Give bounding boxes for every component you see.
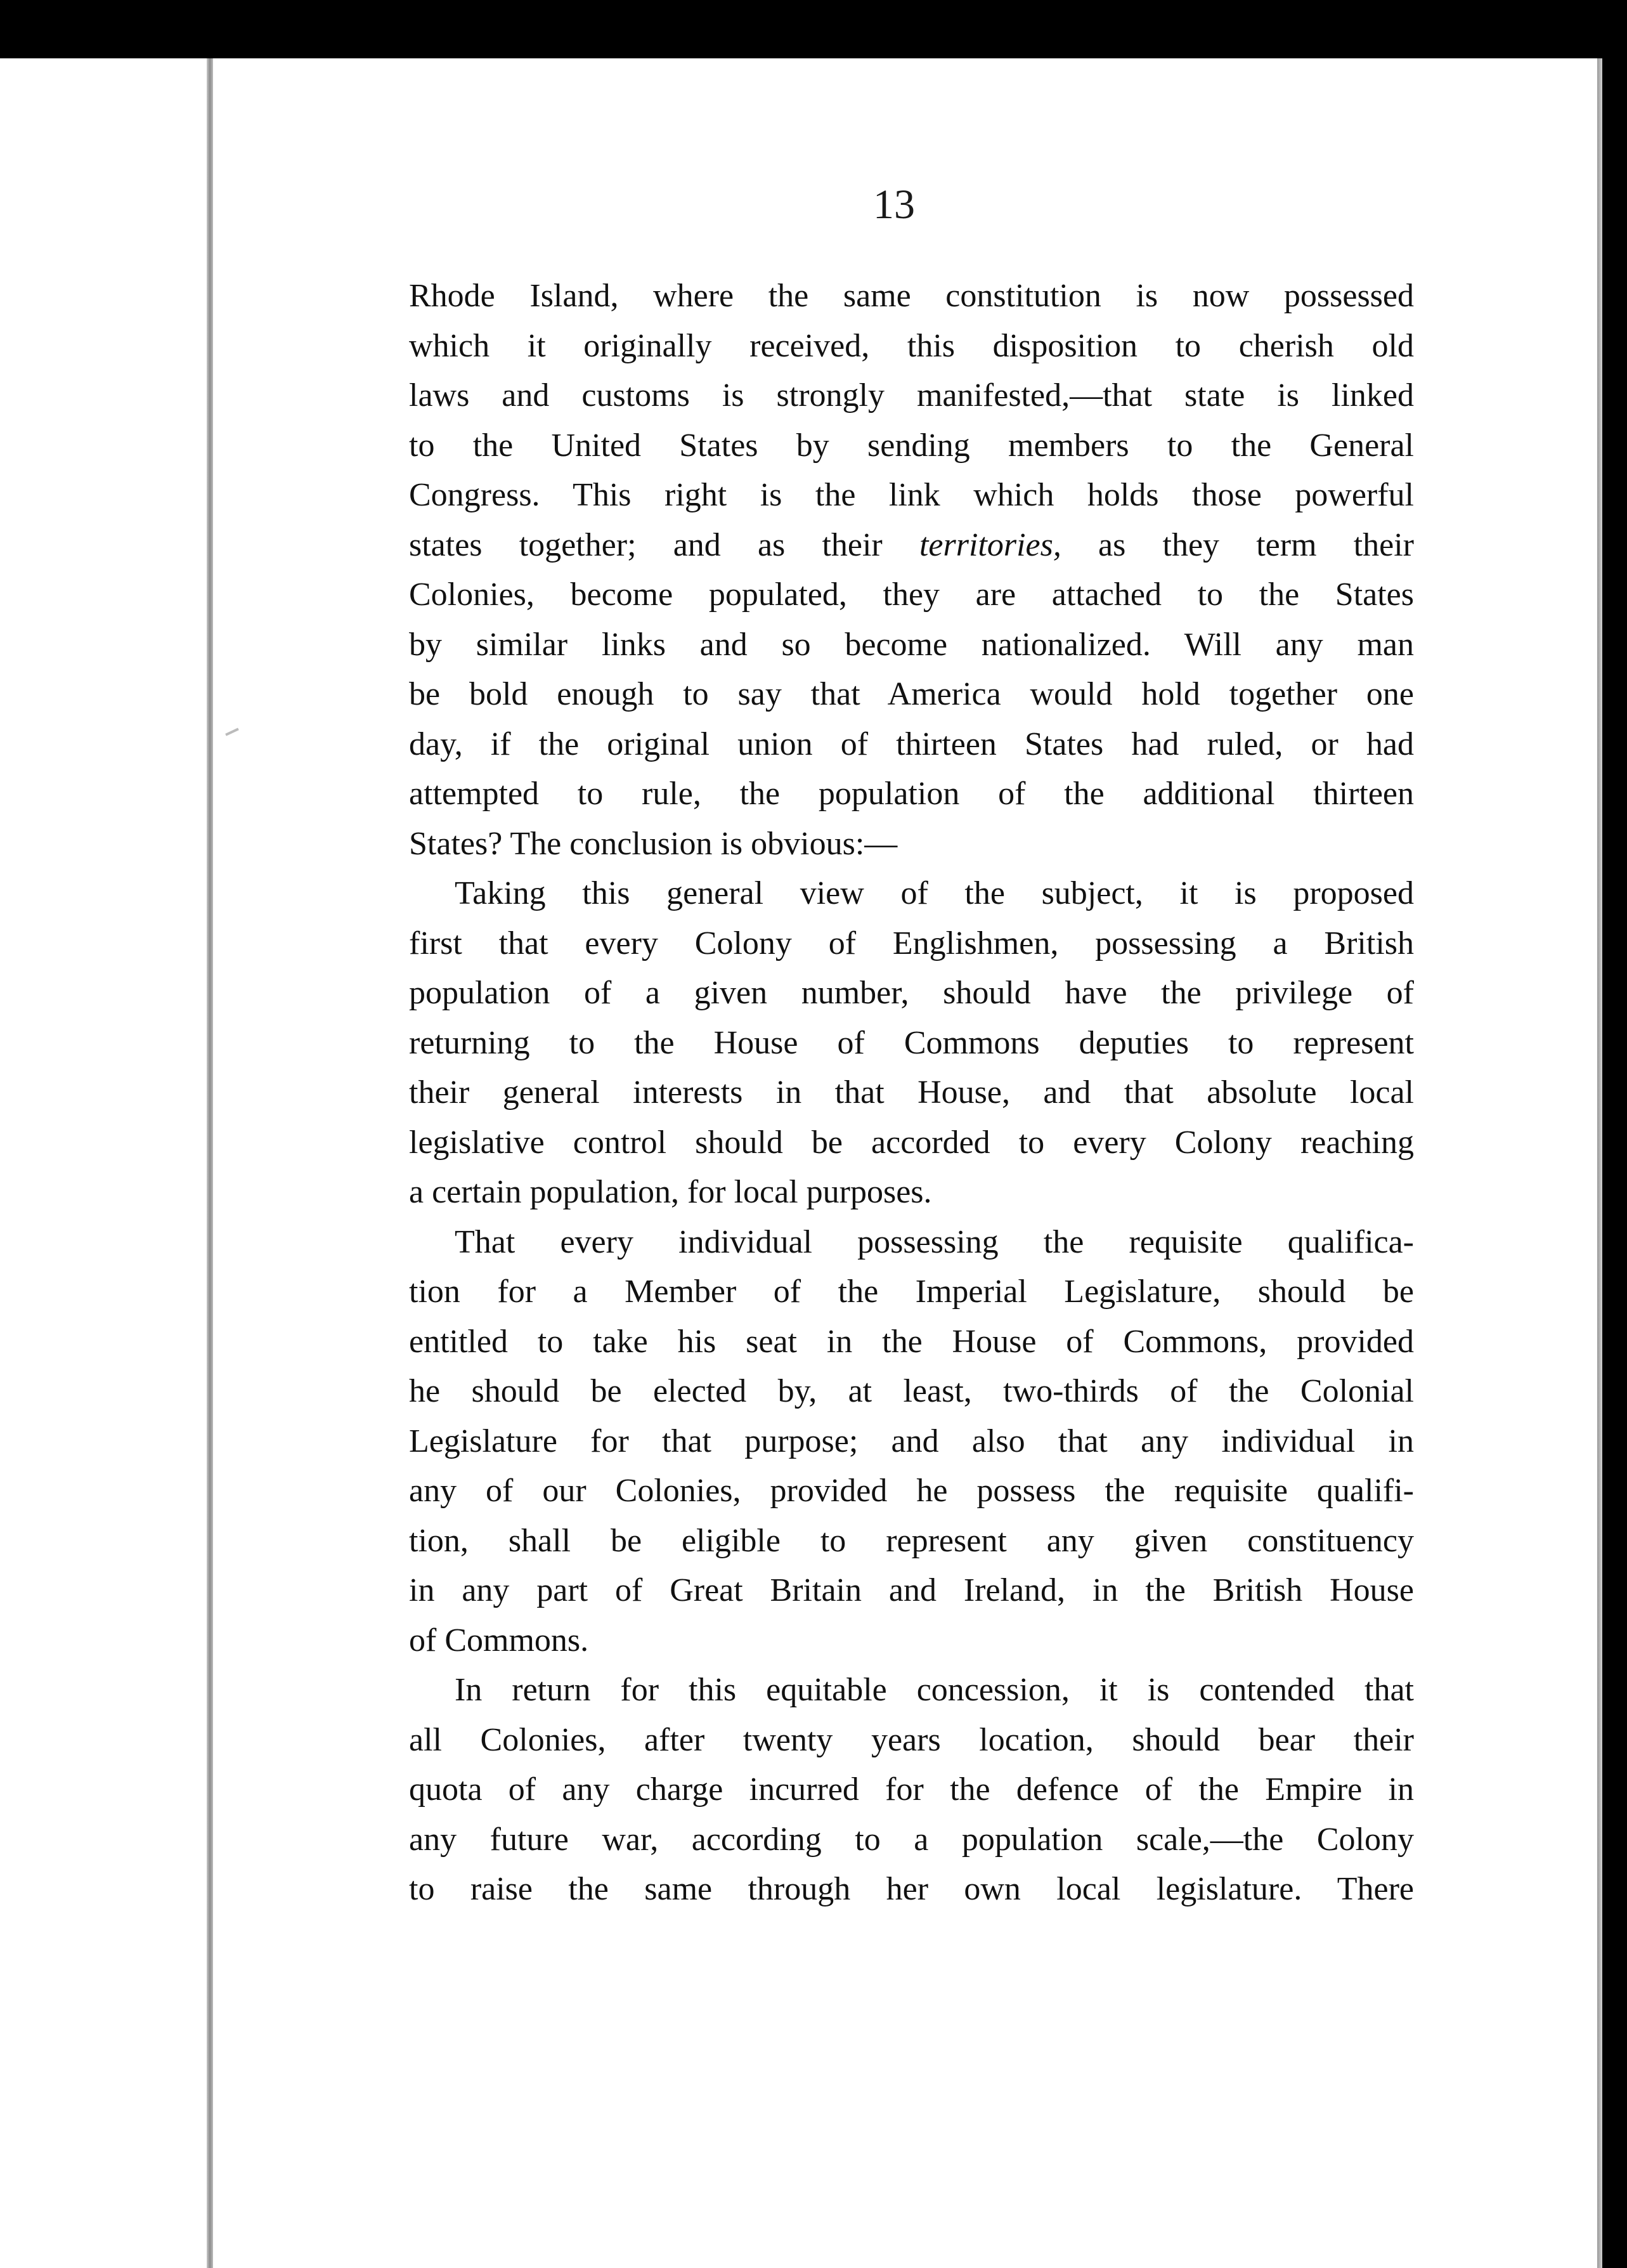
italic-term: territories, [919, 526, 1061, 563]
text-line: Rhode Island, where the same constitution is now possessed [409, 278, 1414, 314]
text-line: of Commons. [409, 1622, 589, 1659]
text-line: States? The conclusion is obvious:— [409, 825, 898, 862]
text-line: to the United States by sending members to the General [409, 427, 1414, 464]
text-line: laws and customs is strongly manifested,—that state is linked [409, 377, 1414, 414]
scan-border-right [1602, 58, 1627, 2268]
text-run: as they term their [1061, 526, 1414, 563]
text-line: a certain population, for local purposes. [409, 1174, 932, 1210]
text-line: all Colonies, after twenty years location, should bear their [409, 1721, 1414, 1758]
facing-page-edge [0, 58, 209, 2268]
text-line: first that every Colony of Englishmen, possessing a British [409, 925, 1414, 961]
text-run: states together; and as their [409, 526, 919, 563]
text-line: returning to the House of Commons deputies to represent [409, 1024, 1414, 1061]
text-line: population of a given number, should have the privilege of [409, 975, 1414, 1011]
binding-shadow [207, 58, 213, 2268]
text-line: attempted to rule, the population of the additional thirteen [409, 776, 1414, 812]
text-line: Congress. This right is the link which holds those powerful [409, 477, 1414, 513]
text-line: quota of any charge incurred for the defence of the Empire in [409, 1771, 1414, 1808]
paragraph-start: In return for this equitable concession, it is contended that [455, 1672, 1414, 1708]
paragraph-start: Taking this general view of the subject, it is proposed [455, 875, 1414, 911]
text-line: Legislature for that purpose; and also that any individual in [409, 1423, 1414, 1459]
text-line: Colonies, become populated, they are attached to the States [409, 577, 1414, 613]
text-line: to raise the same through her own local legislature. There [409, 1871, 1414, 1907]
page-number: 13 [873, 181, 915, 228]
text-line: be bold enough to say that America would hold together one [409, 676, 1414, 712]
text-line: any of our Colonies, provided he possess the requisite qualifi- [409, 1473, 1414, 1509]
text-line: entitled to take his seat in the House of Commons, provided [409, 1323, 1414, 1360]
text-line: he should be elected by, at least, two-thirds of the Colonial [409, 1373, 1414, 1409]
text-line: day, if the original union of thirteen States had ruled, or had [409, 726, 1414, 762]
text-line: which it originally received, this disposition to cherish old [409, 327, 1414, 364]
text-line: in any part of Great Britain and Ireland, in the British House [409, 1572, 1414, 1608]
body-text [409, 271, 1414, 1915]
text-line [409, 521, 1414, 571]
text-line: their general interests in that House, and that absolute local [409, 1074, 1414, 1111]
text-line: tion for a Member of the Imperial Legislature, should be [409, 1274, 1414, 1310]
text-line: any future war, according to a population scale,—the Colony [409, 1821, 1414, 1858]
text-line: tion, shall be eligible to represent any given constituency [409, 1522, 1414, 1559]
page-edge-shadow [1597, 58, 1602, 2268]
text-line: by similar links and so become nationalized. Will any man [409, 626, 1414, 663]
text-line: legislative control should be accorded to every Colony reaching [409, 1124, 1414, 1161]
paragraph-start: That every individual possessing the requisite qualifica- [455, 1223, 1414, 1260]
